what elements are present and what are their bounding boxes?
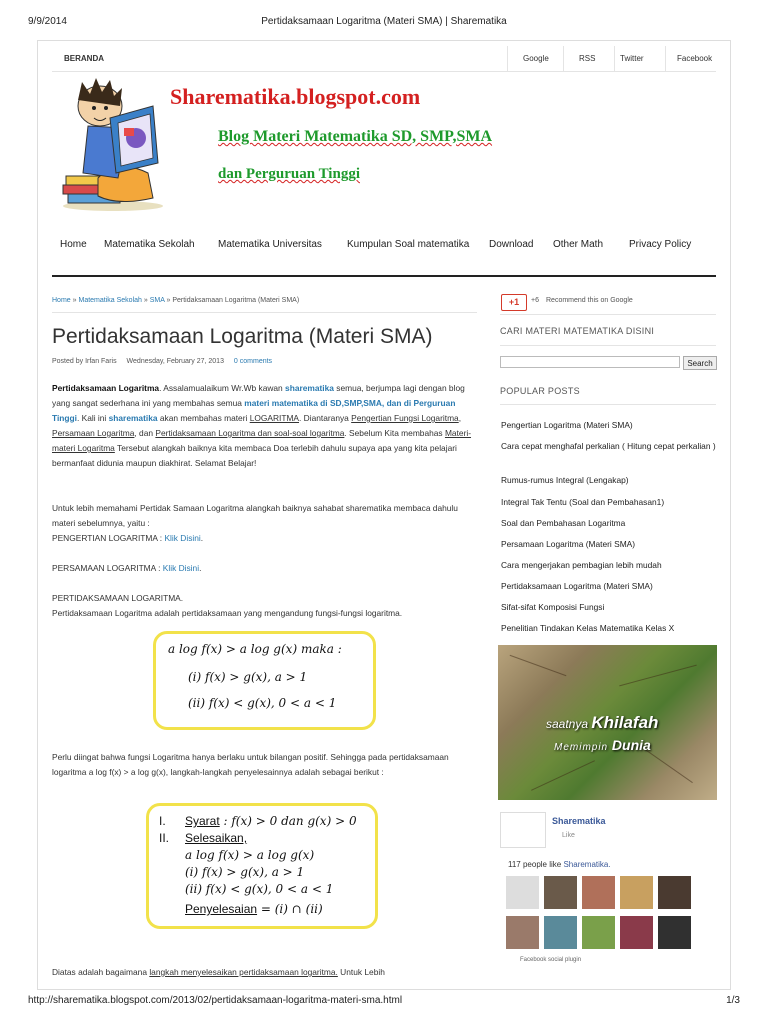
- formula-line: a log f(x) > a log g(x): [185, 848, 315, 862]
- intro-text: , dan: [134, 428, 156, 438]
- persamaan-label: PERSAMAAN LOGARITMA: [52, 563, 156, 573]
- intro-text: akan membahas materi: [157, 413, 250, 423]
- langkah-link[interactable]: langkah menyelesaikan pertidaksamaan logaritma.: [149, 967, 338, 977]
- topbar-link-google[interactable]: Google: [523, 54, 549, 63]
- penyelesaian-expr: = (i) ∩ (ii): [257, 902, 323, 916]
- persamaan-klik-disini-link[interactable]: Klik Disini: [162, 563, 200, 573]
- topbar-link-rss[interactable]: RSS: [579, 54, 596, 63]
- nav-item-home[interactable]: Home: [60, 239, 87, 250]
- fan-avatar[interactable]: [620, 876, 653, 909]
- topbar-home-link[interactable]: BERANDA: [64, 54, 104, 63]
- post-paragraph-2: Untuk lebih memahami Pertidak Samaan Logaritma alangkah baiknya sahabat sharematika membaca dahulu materi sebelumnya, yaitu :: [52, 503, 458, 528]
- breadcrumb-home[interactable]: Home: [52, 297, 71, 304]
- popular-post-link[interactable]: Cara cepat menghafal perkalian ( Hitung cepat perkalian ): [501, 441, 716, 451]
- penyelesaian-line: [185, 902, 323, 916]
- formula-line: (i) f(x) > g(x), a > 1: [188, 670, 308, 684]
- popular-post-link[interactable]: Rumus-rumus Integral (Lengakap): [501, 475, 629, 485]
- topbar-divider: [614, 46, 615, 71]
- banner-word: saatnya: [546, 717, 589, 731]
- intro-text: ,: [458, 413, 462, 423]
- sharematika-link[interactable]: sharematika: [108, 413, 158, 423]
- nav-item-other-math[interactable]: Other Math: [553, 239, 604, 250]
- topbar-divider: [665, 46, 666, 71]
- materi-logaritma-link[interactable]: Materi-materi Logaritma: [52, 428, 472, 453]
- persamaan-line: [52, 561, 477, 576]
- intro-text: semua, berjumpa lagi dengan blog yang sangat sederhana ini yang membahas semua: [52, 383, 465, 408]
- nav-item-kumpulan-soal[interactable]: Kumpulan Soal matematika: [347, 239, 470, 250]
- facebook-like-button[interactable]: Like: [562, 832, 575, 839]
- site-tagline-1: [218, 128, 492, 146]
- popular-post-link[interactable]: Soal dan Pembahasan Logaritma: [501, 518, 626, 528]
- facebook-page-name[interactable]: Sharematika: [552, 816, 606, 826]
- formula-line: (ii) f(x) < g(x), 0 < a < 1: [188, 696, 337, 710]
- google-plus-count: +6: [531, 297, 539, 304]
- post-title: Pertidaksamaan Logaritma (Materi SMA): [52, 325, 433, 348]
- p4-text: Diatas adalah bagaimana: [52, 967, 150, 977]
- breadcrumb-current: Pertidaksamaan Logaritma (Materi SMA): [172, 297, 300, 304]
- tagline-2-text: dan Perguruan Tinggi: [218, 166, 360, 182]
- fan-avatar[interactable]: [506, 916, 539, 949]
- google-plus-recommend-text: Recommend this on Google: [546, 297, 633, 304]
- materi-matematika-link[interactable]: materi matematika di SD,SMP,SMA, dan di Perguruan Tinggi: [52, 398, 456, 423]
- popular-post-link[interactable]: Pengertian Logaritma (Materi SMA): [501, 420, 633, 430]
- topbar-divider: [507, 46, 508, 71]
- popular-post-link[interactable]: Persamaan Logaritma (Materi SMA): [501, 539, 636, 549]
- post-comments-link[interactable]: 0 comments: [233, 358, 273, 365]
- search-input[interactable]: [500, 356, 680, 368]
- site-title[interactable]: Sharematika.blogspot.com: [170, 84, 421, 109]
- intro-text: Tersebut alangkah baiknya kita membaca Doa terlebih dahulu supaya apa yang kita pelajari bermanfaat didunia maupun diakhirat. Selamat Belajar!: [52, 443, 457, 468]
- syarat-expr: : f(x) > 0 dan g(x) > 0: [219, 814, 357, 828]
- breadcrumb-matematika-sekolah[interactable]: Matematika Sekolah: [78, 297, 142, 304]
- main-nav: [52, 235, 716, 277]
- post-paragraph-4: [52, 965, 477, 980]
- search-button[interactable]: Search: [683, 356, 717, 370]
- banner-word: Memimpin: [554, 742, 609, 753]
- topbar-link-facebook[interactable]: Facebook: [677, 54, 713, 63]
- fan-avatar[interactable]: [658, 916, 691, 949]
- section-text: Pertidaksamaan Logaritma adalah pertidaksamaan yang mengandung fungsi-fungsi logaritma.: [52, 608, 403, 618]
- colon: :: [155, 563, 163, 573]
- syarat-line: [185, 814, 357, 828]
- intro-text: . Assalamualaikum Wr.Wb kawan: [159, 383, 286, 393]
- people-count-page[interactable]: Sharematika.: [563, 860, 611, 869]
- divider: [52, 312, 477, 313]
- breadcrumb: [52, 297, 299, 304]
- top-bar: [52, 46, 716, 72]
- print-title: Pertidaksamaan Logaritma (Materi SMA) | Sharematika: [261, 16, 507, 27]
- intro-text: . Diantaranya: [299, 413, 352, 423]
- nav-item-download[interactable]: Download: [489, 239, 534, 250]
- breadcrumb-sep: »: [72, 297, 77, 304]
- post-author[interactable]: Posted by Irfan Faris: [52, 358, 117, 365]
- banner-word: Khilafah: [591, 713, 659, 732]
- facebook-page-avatar[interactable]: [500, 812, 546, 848]
- post-intro-paragraph: [52, 381, 477, 471]
- fan-avatar[interactable]: [506, 876, 539, 909]
- banner-line-2: [554, 737, 651, 753]
- tagline-1-text: Blog Materi Matematika SD, SMP,SMA: [218, 128, 493, 145]
- nav-item-matematika-sekolah[interactable]: Matematika Sekolah: [104, 239, 195, 250]
- pengertian-label: PENGERTIAN LOGARITMA: [52, 533, 158, 543]
- banner-texture: [619, 665, 697, 687]
- breadcrumb-sma[interactable]: SMA: [149, 297, 165, 304]
- fan-avatar[interactable]: [658, 876, 691, 909]
- selesaikan-label: Selesaikan,: [185, 831, 248, 845]
- facebook-people-count: [508, 860, 611, 869]
- site-tagline-2: [218, 166, 360, 183]
- popular-post-link[interactable]: Cara mengerjakan pembagian lebih mudah: [501, 560, 662, 570]
- facebook-plugin-label: Facebook social plugin: [520, 957, 582, 963]
- google-plus-one-button[interactable]: +1: [501, 294, 527, 311]
- sharematika-link[interactable]: sharematika: [285, 383, 334, 393]
- divider: [500, 404, 716, 405]
- print-url: http://sharematika.blogspot.com/2013/02/pertidaksamaan-logaritma-materi-sma.html: [28, 995, 403, 1006]
- popular-post-link[interactable]: Integral Tak Tentu (Soal dan Pembahasan1): [501, 497, 665, 507]
- formula-line: (ii) f(x) < g(x), 0 < a < 1: [185, 882, 334, 896]
- step-number: I.: [159, 814, 166, 828]
- fan-avatar[interactable]: [544, 876, 577, 909]
- logaritma-link[interactable]: LOGARITMA: [249, 413, 300, 423]
- banner-texture: [510, 655, 567, 676]
- syarat-label: Syarat: [185, 814, 220, 828]
- popular-post-link[interactable]: Penelitian Tindakan Kelas Matematika Kelas X: [501, 623, 675, 633]
- post-paragraph-3: Perlu diingat bahwa fungsi Logaritma hanya berlaku untuk bilangan positif. Sehingga pada pertidaksamaan logaritma a log f(x) > a log g(x), langkah-langkah penyelesainnya adalah sebagai berikut :: [52, 752, 449, 777]
- people-count-text: 117 people like: [508, 860, 564, 869]
- intro-lead: Pertidaksamaan Logaritma: [52, 383, 160, 393]
- formula-line: a log f(x) > a log g(x) maka :: [168, 642, 342, 656]
- step-number: II.: [159, 831, 170, 845]
- pengertian-fungsi-logaritma-link[interactable]: Pengertian Fungsi Logaritma: [351, 413, 459, 423]
- popular-post-link[interactable]: Sifat-sifat Komposisi Fungsi: [501, 602, 605, 612]
- fan-avatar[interactable]: [582, 916, 615, 949]
- fan-avatar[interactable]: [544, 916, 577, 949]
- post-meta: [52, 358, 280, 365]
- fan-avatar[interactable]: [620, 916, 653, 949]
- section-heading: PERTIDAKSAMAAN LOGARITMA.: [52, 593, 184, 603]
- popular-post-link[interactable]: Pertidaksamaan Logaritma (Materi SMA): [501, 581, 653, 591]
- fan-avatar[interactable]: [582, 876, 615, 909]
- post-date[interactable]: Wednesday, February 27, 2013: [126, 358, 224, 365]
- banner-texture: [643, 748, 693, 783]
- pengertian-line: [52, 531, 477, 546]
- colon: :: [157, 533, 165, 543]
- formula-box-definition: [153, 631, 376, 730]
- topbar-link-twitter[interactable]: Twitter: [620, 54, 644, 63]
- persamaan-logaritma-link[interactable]: Persamaan Logaritma: [52, 428, 135, 438]
- dot: .: [199, 563, 202, 573]
- pertidaksamaan-soal-link[interactable]: Pertidaksamaan Logaritma dan soal-soal logaritma: [155, 428, 345, 438]
- intro-text: . Kali ini: [76, 413, 109, 423]
- banner-word: Dunia: [611, 737, 651, 753]
- nav-item-privacy-policy[interactable]: Privacy Policy: [629, 239, 692, 250]
- banner-line-1: [546, 713, 658, 733]
- reading-kid-illustration: [58, 78, 168, 213]
- p4-text: Untuk Lebih: [337, 967, 385, 977]
- intro-text: . Sebelum Kita membahas: [344, 428, 445, 438]
- search-heading: CARI MATERI MATEMATIKA DISINI: [500, 326, 655, 336]
- pengertian-klik-disini-link[interactable]: Klik Disini: [164, 533, 201, 543]
- banner-texture: [531, 760, 595, 790]
- penyelesaian-label: Penyelesaian: [185, 902, 258, 916]
- divider: [500, 345, 716, 346]
- divider: [500, 314, 716, 315]
- topbar-divider: [563, 46, 564, 71]
- print-date: 9/9/2014: [28, 16, 67, 27]
- formula-line: (i) f(x) > g(x), a > 1: [185, 865, 305, 879]
- nav-item-matematika-universitas[interactable]: Matematika Universitas: [218, 239, 322, 250]
- dot: .: [200, 533, 204, 543]
- popular-posts-heading: POPULAR POSTS: [500, 386, 580, 396]
- print-page-number: 1/3: [726, 995, 740, 1006]
- formula-box-steps: [146, 803, 378, 929]
- breadcrumb-sep: »: [166, 297, 171, 304]
- khilafah-promo-banner[interactable]: [498, 645, 717, 800]
- breadcrumb-sep: »: [143, 297, 148, 304]
